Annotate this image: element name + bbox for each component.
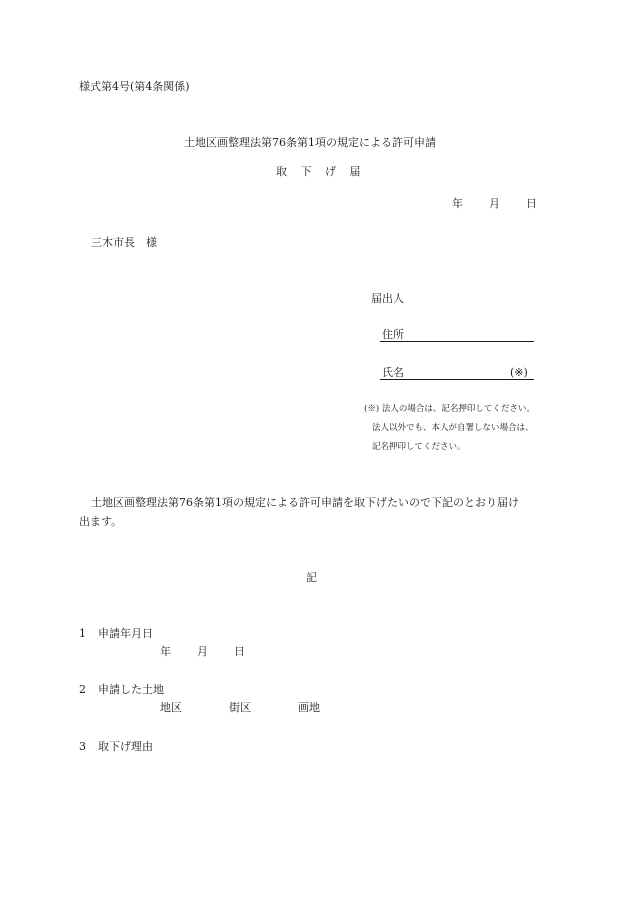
item-1-date (160, 645, 245, 659)
item-1-year: 年 (160, 645, 171, 658)
applicant-label: 届出人 (371, 292, 404, 305)
item-3-heading (79, 740, 153, 754)
form-number: 様式第4号(第4条関係) (79, 80, 190, 93)
item-1-month: 月 (197, 645, 208, 658)
document-title: 土地区画整理法第76条第1項の規定による許可申請 (184, 136, 436, 149)
address-label: 住所 (382, 328, 404, 341)
seal-mark: (※) (510, 366, 528, 379)
item-1-label: 申請年月日 (98, 627, 153, 640)
submission-date (452, 197, 537, 211)
note-line-3: 記名押印してください。 (372, 442, 466, 452)
note-line-2: 法人以外でも、本人が自署しない場合は、 (372, 423, 534, 433)
name-underline (380, 379, 534, 380)
body-line-1: 土地区画整理法第76条第1項の規定による許可申請を取下げたいので下記のとおり届け (91, 496, 519, 509)
item-1-day: 日 (234, 645, 245, 658)
address-underline (380, 341, 534, 342)
body-line-2: 出ます。 (79, 515, 123, 528)
addressee: 三木市長 様 (91, 236, 157, 249)
document-subtitle: 取 下 げ 届 (276, 165, 361, 178)
date-day: 日 (526, 197, 537, 210)
item-2-lot: 画地 (298, 701, 320, 714)
name-label: 氏名 (382, 366, 404, 379)
item-2-land (160, 701, 320, 715)
date-month: 月 (489, 197, 500, 210)
item-2-label: 申請した土地 (98, 683, 164, 696)
date-year: 年 (452, 197, 463, 210)
item-2-block: 街区 (229, 701, 251, 714)
item-2-district: 地区 (160, 701, 182, 714)
item-1-heading (79, 627, 153, 641)
item-2-heading (79, 683, 164, 697)
item-2-number: 2 (79, 683, 86, 696)
item-3-label: 取下げ理由 (98, 740, 153, 753)
item-3-number: 3 (79, 740, 86, 753)
ki-heading: 記 (306, 571, 317, 584)
item-1-number: 1 (79, 627, 86, 640)
note-line-1: (※) 法人の場合は、記名押印してください。 (364, 404, 535, 414)
